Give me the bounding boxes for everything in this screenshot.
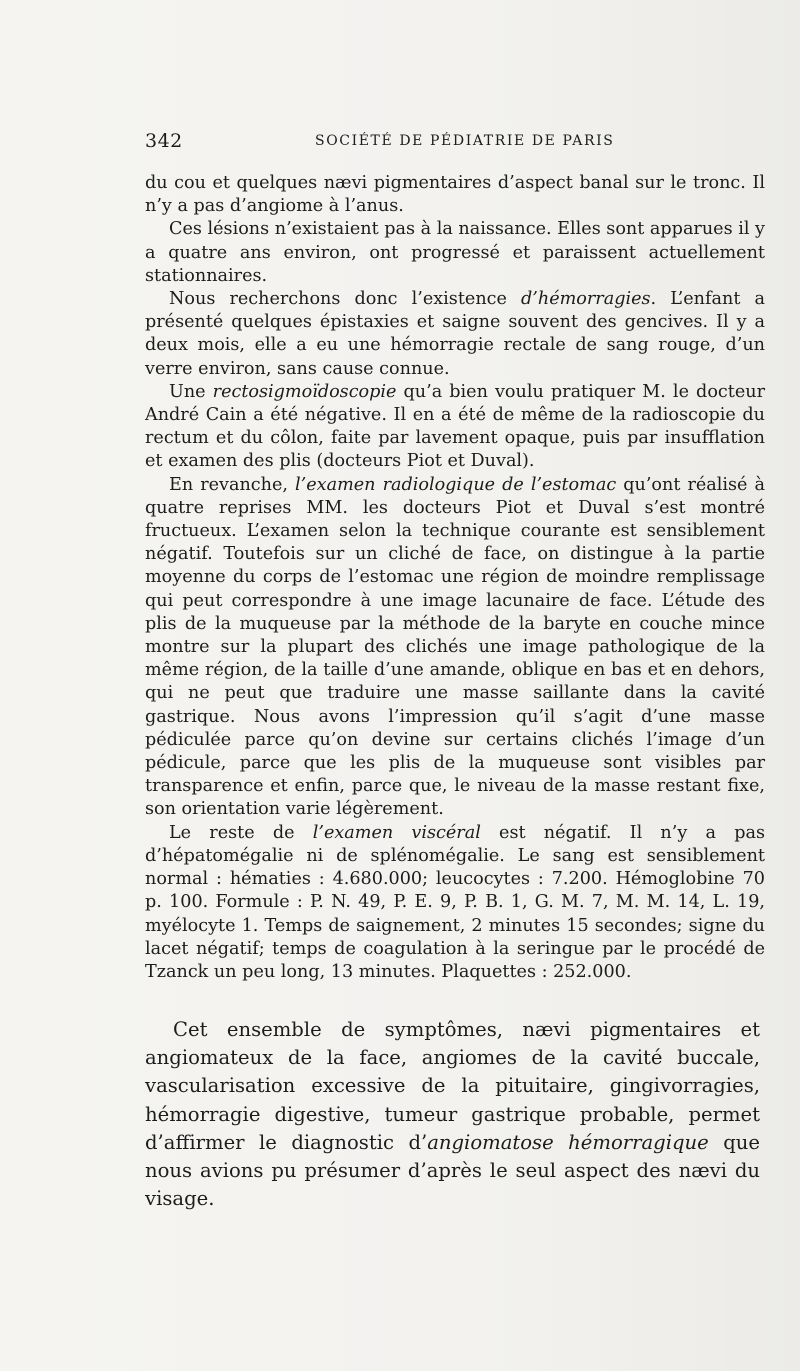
paragraph-lesions-onset: Ces lésions n’existaient pas à la naissance. Elles sont apparues il y a quatre ans environ, ont progressé et paraissent actuellement stationnaires. [145, 219, 765, 286]
paragraph-hemorrhages: Nous recherchons donc l’existence d’hémorragies. L’enfant a présenté quelques épistaxies et saigne souvent des gencives. Il y a deux mois, elle a eu une hémorragie rectale de sang rouge, d’un verre environ, sans cause connue. [145, 289, 765, 379]
emphasis: l’examen viscéral [312, 822, 481, 843]
emphasis: l’examen radiologique de l’estomac [295, 474, 617, 495]
emphasis: angiomatose hémorragique [427, 1130, 709, 1154]
body-text [145, 172, 765, 984]
paragraph-neck-naevi: du cou et quelques nævi pigmentaires d’aspect banal sur le tronc. Il n’y a pas d’angiome à l’anus. [145, 173, 765, 217]
paragraph-stomach-radiology: En revanche, l’examen radiologique de l’estomac qu’ont réalisé à quatre reprises MM. les docteurs Piot et Duval s’est montré fructueux. L’examen selon la technique courante est sensiblement négatif. Toutefois sur un cliché de face, on distingue à la partie moyenne du corps de l’estomac une région de moindre remplissage qui peut correspondre à une image lacunaire de face. L’étude des plis de la muqueuse par la méthode de la baryte en couche mince montre sur la plupart des clichés une image pathologique de la même région, de la taille d’une amande, oblique en bas et en dehors, qui ne peut que traduire une masse saillante dans la cavité gastrique. Nous avons l’impression qu’il s’agit d’une masse pédiculée parce qu’on devine sur certains clichés l’image d’un pédicule, parce que les plis de la muqueuse sont visibles par transparence et enfin, parce que, le niveau de la masse restant fixe, son orientation varie légèrement. [145, 474, 766, 820]
page-header [145, 130, 765, 154]
paragraph-rectosigmoidoscopy: Une rectosigmoïdoscopie qu’a bien voulu pratiquer M. le docteur André Cain a été négative. Il en a été de même de la radioscopie du rectum et du côlon, faite par lavement opaque, puis par insufflation et examen des plis (docteurs Piot et Duval). [145, 381, 765, 472]
emphasis: rectosigmoïdoscopie [212, 381, 397, 402]
page-number: 342 [145, 130, 183, 152]
conclusion-text [145, 1016, 760, 1213]
paragraph-conclusion: Cet ensemble de symptômes, nævi pigmentaires et angiomateux de la face, angiomes de la cavité buccale, vascularisation excessive de la pituitaire, gingivorragies, hémorragie digestive, tumeur gastrique probable, permet d’affirmer le diagnostic d’angiomatose hémorragique que nous avions pu présumer d’après le seul aspect des nævi du visage. [145, 1018, 760, 1211]
running-title: SOCIÉTÉ DE PÉDIATRIE DE PARIS [315, 133, 615, 149]
paragraph-visceral-exam: Le reste de l’examen viscéral est négatif. Il n’y a pas d’hépatomégalie ni de splénomégalie. Le sang est sensiblement normal : hématies : 4.680.000; leucocytes : 7.200. Hémoglobine 70 p. 100. Formule : P. N. 49, P. E. 9, P. B. 1, G. M. 7, M. M. 14, L. 19, myélocyte 1. Temps de saignement, 2 minutes 15 secondes; signe du lacet négatif; temps de coagulation à la seringue par le procédé de Tzanck un peu long, 13 minutes. Plaquettes : 252.000. [145, 822, 765, 982]
emphasis: d’hémorragies [521, 289, 651, 310]
